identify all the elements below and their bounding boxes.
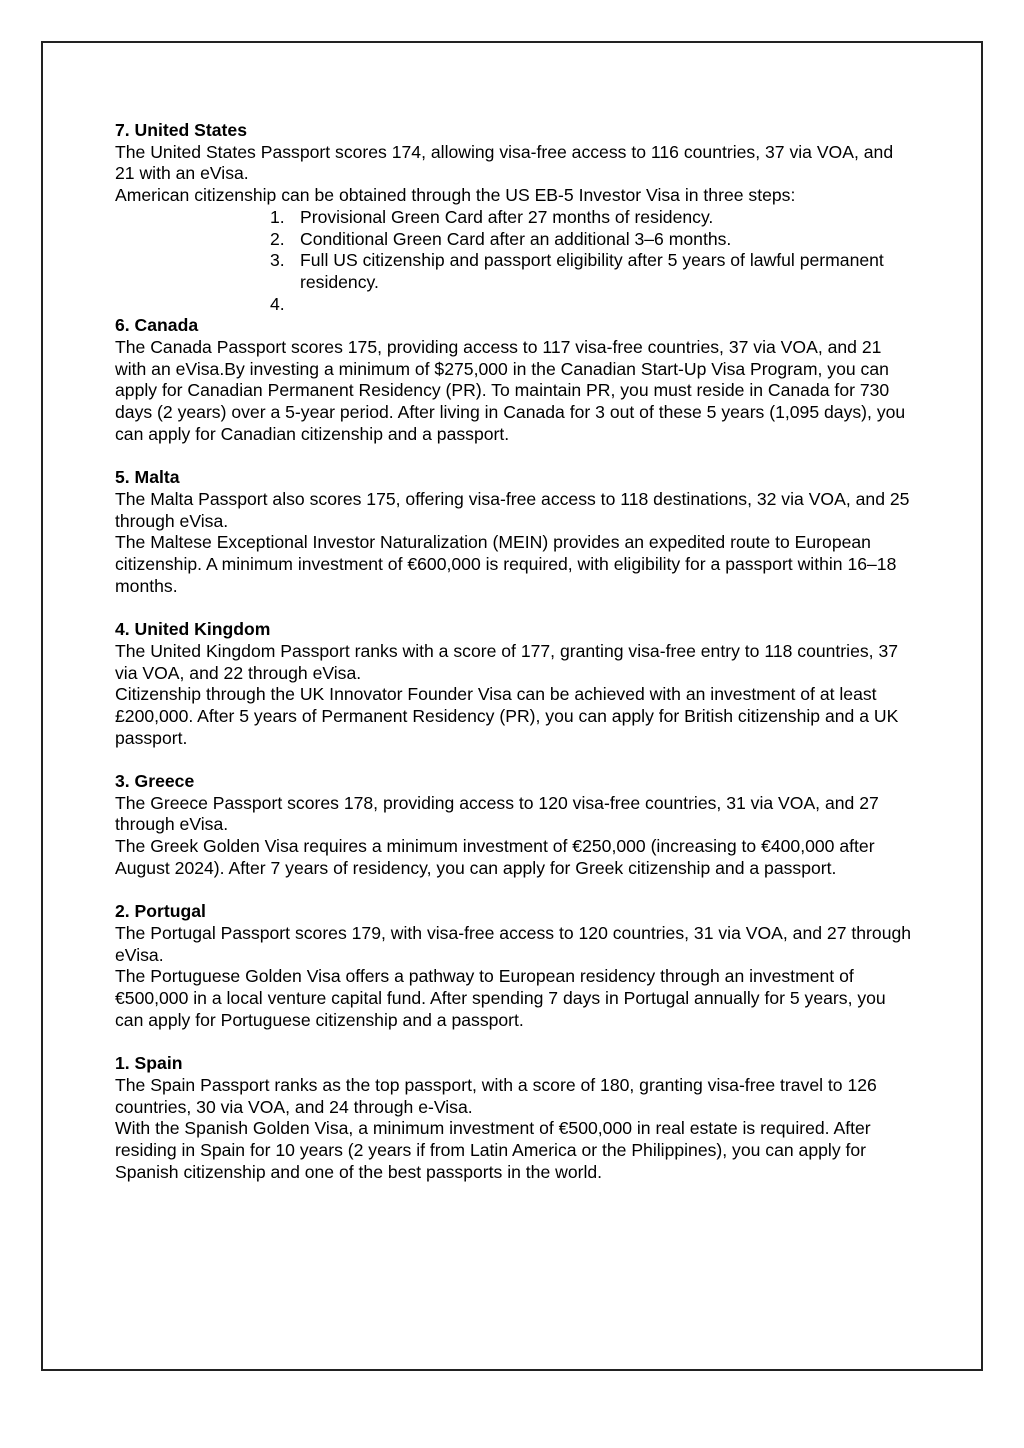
section-paragraph: With the Spanish Golden Visa, a minimum investment of €500,000 in real estate is required. After residing in Spain for 10 years (2 years if from Latin America or the Philippines), you can apply for Spanish citizenship and one of the best passports in the world.	[115, 1118, 871, 1182]
list-item-number: 4.	[270, 293, 285, 314]
list-item	[115, 207, 915, 229]
section-heading: 7. United States	[115, 120, 247, 140]
section-spain	[115, 1053, 915, 1183]
section-paragraph: American citizenship can be obtained through the US EB-5 Investor Visa in three steps:	[115, 185, 796, 206]
section-paragraph: The Spain Passport ranks as the top passport, with a score of 180, granting visa-free travel to 126 countries, 30 via VOA, and 24 through e-Visa.	[115, 1074, 877, 1117]
section-paragraph: The Maltese Exceptional Investor Naturalization (MEIN) provides an expedited route to European citizenship. A minimum investment of €600,000 is required, with eligibility for a passport within 16–18 months.	[115, 532, 897, 596]
section-canada	[115, 315, 915, 445]
section-paragraph: Citizenship through the UK Innovator Founder Visa can be achieved with an investment of at least £200,000. After 5 years of Permanent Residency (PR), you can apply for British citizenship and a UK passport.	[115, 684, 899, 748]
section-paragraph: The United Kingdom Passport ranks with a score of 177, granting visa-free entry to 118 countries, 37 via VOA, and 22 through eVisa.	[115, 640, 899, 683]
section-heading: 4. United Kingdom	[115, 619, 271, 640]
list-item-text: Conditional Green Card after an additional 3–6 months.	[300, 228, 732, 249]
section-paragraph: The Malta Passport also scores 175, offering visa-free access to 118 destinations, 32 via VOA, and 25 through eVisa.	[115, 488, 910, 531]
section-malta	[115, 467, 915, 597]
section-paragraph: The Portugal Passport scores 179, with visa-free access to 120 countries, 31 via VOA, and 27 through eVisa.	[115, 922, 912, 965]
section-united-kingdom	[115, 619, 915, 749]
document-body	[115, 120, 915, 1205]
section-heading: 6. Canada	[115, 315, 199, 336]
list-item	[115, 250, 915, 293]
section-portugal	[115, 901, 915, 1031]
list-item-text: Provisional Green Card after 27 months of residency.	[300, 206, 714, 227]
list-item-number: 2.	[270, 228, 285, 249]
list-item-text: Full US citizenship and passport eligibility after 5 years of lawful permanent residency.	[300, 250, 884, 292]
citizenship-steps-list	[115, 207, 915, 316]
list-item	[115, 229, 915, 251]
section-greece	[115, 771, 915, 880]
list-item-text	[300, 294, 305, 314]
section-paragraph: The Portuguese Golden Visa offers a pathway to European residency through an investment of €500,000 in a local venture capital fund. After spending 7 days in Portugal annually for 5 years, you can apply for Portuguese citizenship and a passport.	[115, 966, 886, 1030]
section-paragraph: The Greek Golden Visa requires a minimum investment of €250,000 (increasing to €400,000 after August 2024). After 7 years of residency, you can apply for Greek citizenship and a passport.	[115, 836, 875, 878]
list-item-number: 1.	[270, 206, 285, 227]
section-united-states	[115, 120, 915, 315]
section-heading: 2. Portugal	[115, 901, 206, 922]
section-heading: 3. Greece	[115, 771, 195, 792]
section-heading: 5. Malta	[115, 467, 180, 488]
section-heading: 1. Spain	[115, 1053, 183, 1074]
section-paragraph: The Canada Passport scores 175, providing access to 117 visa-free countries, 37 via VOA, and 21 with an eVisa.By investing a minimum of $275,000 in the Canadian Start-Up Visa Program, you can apply for Canadian Permanent Residency (PR). To maintain PR, you must reside in Canada for 730 days (2 years) over a 5-year period. After living in Canada for 3 out of these 5 years (1,095 days), you can apply for Canadian citizenship and a passport.	[115, 337, 906, 444]
list-item-number: 3.	[270, 250, 285, 271]
section-paragraph: The United States Passport scores 174, allowing visa-free access to 116 countries, 37 via VOA, and 21 with an eVisa.	[115, 141, 894, 184]
section-paragraph: The Greece Passport scores 178, providing access to 120 visa-free countries, 31 via VOA, and 27 through eVisa.	[115, 792, 879, 835]
list-item	[115, 294, 915, 316]
